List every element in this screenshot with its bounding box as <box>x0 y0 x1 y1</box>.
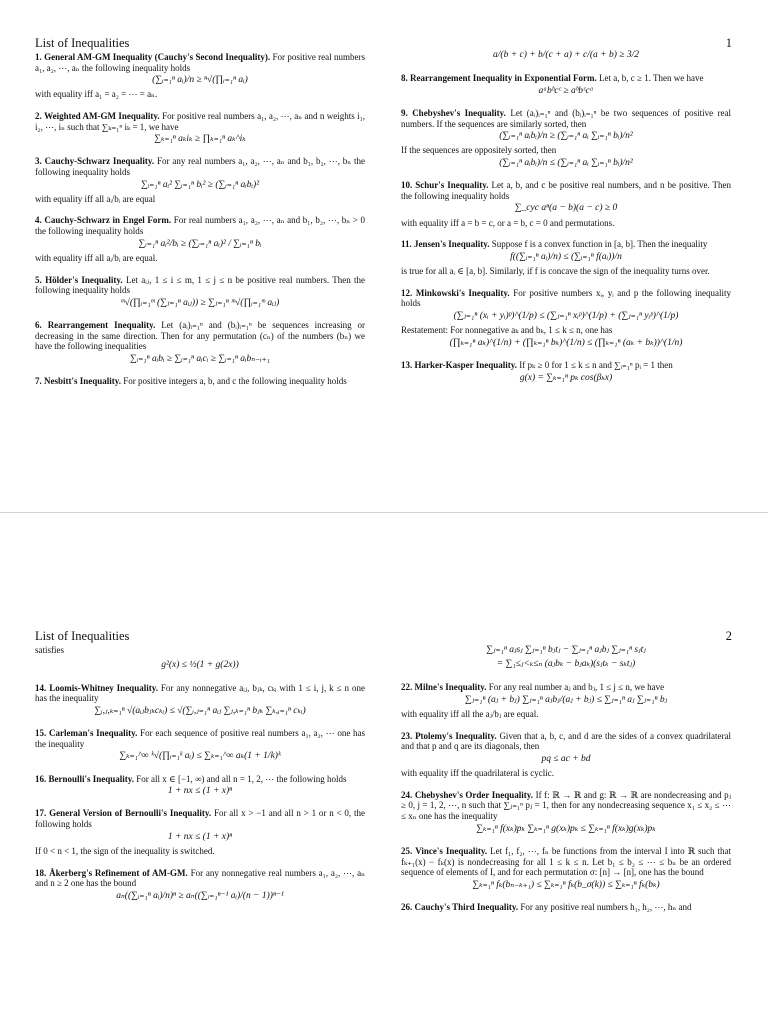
entry-number: 22. <box>401 682 413 693</box>
page-number: 1 <box>725 36 732 50</box>
page-1 <box>0 0 768 512</box>
entry-10 <box>401 180 731 228</box>
entry-text: If pₖ ≥ 0 for 1 ≤ k ≤ n and ∑ᵢ₌₁ⁿ pᵢ = 1 then <box>519 359 673 370</box>
entry-text: Let (aᵢ)ᵢ₌₁ⁿ and (bᵢ)ᵢ₌₁ⁿ be two sequences of positive real numbers. If the sequences are similarly sorted, then <box>401 108 732 129</box>
entry-name: General AM-GM Inequality (Cauchy's Second Inequality). <box>44 52 271 62</box>
entry-17 <box>35 808 365 856</box>
entry-number: 17. <box>35 808 47 819</box>
entry-text: For any nonnegative real numbers a₁, a₂, ⋯, aₙ and n ≥ 2 one has the bound <box>35 867 366 889</box>
entry-text: Given that a, b, c, and d are the sides of a convex quadrilateral and that p and q are its diagonals, then <box>401 730 732 752</box>
entry-6 <box>35 320 365 365</box>
entry-15 <box>35 728 365 762</box>
entry-name: Jensen's Inequality. <box>414 239 490 250</box>
entry-name: General Version of Bernoulli's Inequality. <box>49 808 212 819</box>
entry-name: Minkowski's Inequality. <box>415 287 510 298</box>
entry-text: Let aᵢⱼ, 1 ≤ i ≤ m, 1 ≤ j ≤ n be positive real numbers. Then the following inequality holds <box>35 274 366 296</box>
entry-24 <box>401 790 731 835</box>
entry-3 <box>35 156 365 204</box>
right-column <box>401 643 731 924</box>
formula: ∑_cyc aⁿ(a − b)(a − c) ≥ 0 <box>514 203 618 214</box>
entry-note: is true for all aᵢ ∈ [a, b]. Similarly, if f is concave the sign of the inequality turns over. <box>401 266 710 277</box>
entry-name: Chebyshev's Inequality. <box>412 108 506 119</box>
entry-9 <box>401 108 731 169</box>
entry-note: with equality iff a = b = c, or a = b, c = 0 and permutations. <box>401 217 615 228</box>
entry-note: with equality iff a₁ = a₂ = ⋯ = aₙ. <box>35 89 158 100</box>
formula: aᵃbᵇcᶜ ≥ aᵇbᶜcᵃ <box>538 85 594 96</box>
page-2 <box>0 512 768 1025</box>
formula-continued: ∑ⱼ₌₁ⁿ aⱼsⱼ ∑ⱼ₌₁ⁿ bⱼtⱼ − ∑ⱼ₌₁ⁿ aⱼbⱼ ∑ⱼ₌₁ⁿ sⱼtⱼ <box>486 645 646 655</box>
formula: ∑ₖ₌₁ⁿ aₖiₖ ≥ ∏ₖ₌₁ⁿ aₖ^iₖ <box>154 134 246 145</box>
entry-11 <box>401 239 731 276</box>
entry-number: 6. <box>35 319 42 330</box>
formula: (∑ᵢ₌₁ⁿ aᵢbᵢ)/n ≤ (∑ᵢ₌₁ⁿ aᵢ ∑ᵢ₌₁ⁿ bᵢ)/n² <box>499 158 633 169</box>
entry-13 <box>401 360 731 384</box>
entry-name: Nesbitt's Inequality. <box>44 375 122 386</box>
entry-number: 10. <box>401 180 413 191</box>
entry-text: For positive real numbers a₁, a₂, ⋯, aₙ and n weights i₁, i₂, ⋯, iₙ such that ∑ₖ₌₁ⁿ iₖ = 1, we have <box>35 111 366 132</box>
entry-name: Rearrangement Inequality. <box>47 319 156 330</box>
entry-number: 12. <box>401 287 413 298</box>
entry-25 <box>401 846 731 891</box>
entry-text: For any nonnegative aᵢⱼ, bⱼₖ, cₖᵢ with 1 ≤ i, j, k ≤ n one has the inequality <box>35 682 365 704</box>
entry-number: 9. <box>401 108 408 119</box>
formula: (∏ₖ₌₁ⁿ aₖ)^(1/n) + (∏ₖ₌₁ⁿ bₖ)^(1/n) ≤ (∏ₖ₌₁ⁿ (aₖ + bₖ))^(1/n) <box>449 337 683 348</box>
entry-number: 14. <box>35 682 47 693</box>
entry-number: 7. <box>35 375 42 386</box>
entry-name: Cauchy-Schwarz in Engel Form. <box>44 215 172 226</box>
formula: ∑ᵢ,ⱼ,ₖ₌₁ⁿ √(aᵢⱼbⱼₖcₖᵢ) ≤ √(∑ᵢ,ⱼ₌₁ⁿ aᵢⱼ ∑ⱼ,ₖ₌₁ⁿ bⱼₖ ∑ₖ,ᵢ₌₁ⁿ cₖᵢ) <box>94 706 306 717</box>
entry-text: If f: ℝ → ℝ and g: ℝ → ℝ are nondecreasing and pⱼ ≥ 0, j = 1, 2, ⋯, n such that ∑ⱼ₌₁ⁿ pⱼ = 1, then for any nondecreasing sequence x₁ ≤ x₂ ≤ ⋯ ≤ xₙ one has the inequality <box>401 789 732 822</box>
formula: ∑ᵢ₌₁ⁿ aᵢbᵢ ≥ ∑ᵢ₌₁ⁿ aᵢcᵢ ≥ ∑ᵢ₌₁ⁿ aᵢbₙ₋ᵢ₊₁ <box>130 353 270 364</box>
entry-2 <box>35 111 365 145</box>
entry-number: 25. <box>401 845 413 856</box>
entry-12 <box>401 288 731 349</box>
entry-7 <box>35 376 365 387</box>
entry-name: Ptolemy's Inequality. <box>415 730 497 741</box>
entry-8 <box>401 73 731 97</box>
entry-text: Suppose f is a convex function in [a, b]. Then the inequality <box>491 239 708 250</box>
entry-4 <box>35 215 365 263</box>
formula: ∑ᵢ₌₁ⁿ aᵢ² ∑ᵢ₌₁ⁿ bᵢ² ≥ (∑ᵢ₌₁ⁿ aᵢbᵢ)² <box>140 179 260 190</box>
entry-text: For real numbers a₁, a₂, ⋯, aₙ and b₁, b₂, ⋯, bₙ > 0 the following inequality holds <box>35 215 366 237</box>
entry-note: with equality iff all the aⱼ/bⱼ are equal. <box>401 709 539 720</box>
entry-text: For any positive real numbers h₁, h₂, ⋯, hₙ and <box>520 901 692 912</box>
entry-note: with equality iff all aᵢ/bᵢ are equal <box>35 193 156 204</box>
entry-23 <box>401 731 731 779</box>
entry-note: with equality iff all aᵢ/bᵢ are equal. <box>35 252 158 263</box>
formula-continued: g²(x) ≤ ½(1 + g(2x)) <box>161 659 239 670</box>
entry-name: Åkerberg's Refinement of AM-GM. <box>49 867 188 878</box>
formula: ∑ₖ₌₁ⁿ fₖ(bₙ₋ₖ₊₁) ≤ ∑ₖ₌₁ⁿ fₖ(b_σ(k)) ≤ ∑ₖ₌₁ⁿ fₖ(bₖ) <box>472 879 660 890</box>
entry-number: 2. <box>35 111 42 122</box>
formula: ∑ₖ₌₁ⁿ f(xₖ)pₖ ∑ₖ₌₁ⁿ g(xₖ)pₖ ≤ ∑ₖ₌₁ⁿ f(xₖ)g(xₖ)pₖ <box>476 823 656 834</box>
entry-name: Milne's Inequality. <box>414 682 487 693</box>
entry-number: 26. <box>401 901 413 912</box>
entry-name: Schur's Inequality. <box>415 180 489 191</box>
entry-note: If the sequences are oppositely sorted, then <box>401 145 557 156</box>
entry-text: Let a, b, c ≥ 1. Then we have <box>599 73 704 84</box>
entry-text: For each sequence of positive real numbers a₁, a₂, ⋯ one has the inequality <box>35 728 366 749</box>
left-column <box>35 52 365 398</box>
formula: ᵐ√(∏ᵢ₌₁ᵐ (∑ⱼ₌₁ⁿ aᵢⱼ)) ≥ ∑ⱼ₌₁ⁿ ᵐ√(∏ᵢ₌₁ᵐ aᵢⱼ) <box>120 297 280 308</box>
entry-number: 15. <box>35 728 47 739</box>
entry-text: Let f₁, f₂, ⋯, fₙ be functions from the interval I into ℝ such that fₖ₊₁(x) − fₖ(x) is nondecreasing for all 1 ≤ k ≤ n. Let b₁ ≤ b₂ ≤ ⋯ ≤ bₙ be an ordered sequence of elements of I, and for each permutation σ: [n] → [n], one has the bound <box>401 845 731 878</box>
formula: pq ≤ ac + bd <box>541 754 591 765</box>
entry-name: Cauchy-Schwarz Inequality. <box>44 156 155 167</box>
page-title: List of Inequalities <box>35 36 130 50</box>
formula: (∑ⱼ₌₁ⁿ (xᵢ + yᵢ)ᵖ)^(1/p) ≤ (∑ⱼ₌₁ⁿ xᵢᵖ)^(1/p) + (∑ⱼ₌₁ⁿ yᵢᵖ)^(1/p) <box>453 310 679 321</box>
entry-text: For positive numbers xᵢ, yᵢ and p the following inequality holds <box>401 287 732 309</box>
entry-name: Loomis-Whitney Inequality. <box>49 682 158 693</box>
entry-number: 18. <box>35 867 47 878</box>
page-number: 2 <box>725 629 732 643</box>
entry-number: 3. <box>35 156 42 167</box>
entry-name: Harker-Kasper Inequality. <box>414 359 518 370</box>
entry-1 <box>35 52 365 100</box>
entry-note: with equality iff the quadrilateral is cyclic. <box>401 768 555 779</box>
entry-number: 1. <box>35 52 42 62</box>
formula-continued: = ∑₁≤ⱼ<ₖ≤ₙ (aⱼbₖ − bⱼaₖ)(sⱼtₖ − sₖtⱼ) <box>496 659 636 670</box>
entry-text: Let (aᵢ)ᵢ₌₁ⁿ and (bᵢ)ᵢ₌₁ⁿ be sequences increasing or decreasing in the same direction. Then for any permutation (cₙ) of the numbers (bₙ) we have the following inequalities <box>35 319 366 352</box>
formula: (∑ᵢ₌₁ⁿ aᵢ)/n ≥ ⁿ√(∏ᵢ₌₁ⁿ aᵢ) <box>152 75 248 86</box>
entry-number: 23. <box>401 730 413 741</box>
formula: aₙ((∑ᵢ₌₁ⁿ aᵢ)/n)ⁿ ≥ aₙ((∑ᵢ₌₁ⁿ⁻¹ aᵢ)/(n − 1))ⁿ⁻¹ <box>116 890 284 901</box>
formula-continued: a/(b + c) + b/(c + a) + c/(a + b) ≥ 3/2 <box>493 50 639 60</box>
entry-number: 16. <box>35 773 47 784</box>
entry-name: Carleman's Inequality. <box>48 728 138 739</box>
formula: ∑ⱼ₌₁ⁿ (aⱼ + bⱼ) ∑ⱼ₌₁ⁿ aⱼbⱼ/(aⱼ + bⱼ) ≤ ∑ⱼ₌₁ⁿ aⱼ ∑ⱼ₌₁ⁿ bⱼ <box>464 695 668 706</box>
formula: f((∑ᵢ₌₁ⁿ aᵢ)/n) ≤ (∑ᵢ₌₁ⁿ f(aᵢ))/n <box>510 251 622 262</box>
entry-name: Weighted AM-GM Inequality. <box>44 111 160 122</box>
entry-number: 5. <box>35 274 42 285</box>
entry-name: Vince's Inequality. <box>415 845 488 856</box>
entry-number: 11. <box>401 239 412 250</box>
formula: (∑ᵢ₌₁ⁿ aᵢbᵢ)/n ≥ (∑ᵢ₌₁ⁿ aᵢ ∑ᵢ₌₁ⁿ bᵢ)/n² <box>499 131 633 142</box>
entry-name: Bernoulli's Inequality. <box>48 773 135 784</box>
formula: 1 + nx ≤ (1 + x)ⁿ <box>167 831 233 842</box>
entry-text: For any real numbers a₁, a₂, ⋯, aₙ and b₁, b₂, ⋯, bₙ the following inequality holds <box>35 156 366 178</box>
entry-name: Chebyshev's Order Inequality. <box>414 789 534 800</box>
entry-note: If 0 < n < 1, the sign of the inequality is switched. <box>35 845 215 856</box>
entry-number: 4. <box>35 215 42 226</box>
formula: g(x) = ∑ₖ₌₁ⁿ pₖ cos(βₖx) <box>519 372 613 383</box>
entry-number: 8. <box>401 73 408 84</box>
entry-number: 24. <box>401 789 413 800</box>
entry-16 <box>35 774 365 798</box>
entry-18 <box>35 868 365 902</box>
entry-26 <box>401 902 731 913</box>
entry-note: Restatement: For nonnegative aₖ and bₖ, 1 ≤ k ≤ n, one has <box>401 325 613 336</box>
entry-number: 13. <box>401 359 413 370</box>
entry-5 <box>35 275 365 309</box>
entry-text: Let a, b, and c be positive real numbers, and n be positive. Then the following inequality holds <box>401 180 731 201</box>
entry-text: For positive real numbers a₁, a₂, ⋯, aₙ the following inequality holds <box>35 52 366 73</box>
left-column <box>35 645 365 913</box>
entry-14 <box>35 683 365 717</box>
formula: ∑ᵢ₌₁ⁿ aᵢ²/bᵢ ≥ (∑ᵢ₌₁ⁿ aᵢ)² / ∑ᵢ₌₁ⁿ bᵢ <box>138 238 262 249</box>
page-title: List of Inequalities <box>35 629 130 643</box>
entry-name: Cauchy's Third Inequality. <box>414 901 519 912</box>
continued-text: satisfies <box>35 645 64 655</box>
right-column <box>401 48 731 395</box>
entry-text: For all x ∈ [−1, ∞) and all n = 1, 2, ⋯ the following holds <box>136 773 347 784</box>
formula: ∑ₖ₌₁^∞ ᵏ√(∏ᵢ₌₁ᵏ aᵢ) ≤ ∑ₖ₌₁^∞ aₖ(1 + 1/k)ᵏ <box>119 751 281 762</box>
entry-22 <box>401 682 731 719</box>
entry-text: For positive integers a, b, and c the following inequality holds <box>123 375 347 386</box>
entry-text: For any real number aⱼ and bⱼ, 1 ≤ j ≤ n, we have <box>488 682 665 693</box>
entry-name: Rearrangement Inequality in Exponential Form. <box>410 73 597 84</box>
formula: 1 + nx ≤ (1 + x)ⁿ <box>167 786 233 797</box>
entry-text: For all x > −1 and all n > 1 or n < 0, the following holds <box>35 808 365 830</box>
entry-name: Hölder's Inequality. <box>45 274 123 285</box>
